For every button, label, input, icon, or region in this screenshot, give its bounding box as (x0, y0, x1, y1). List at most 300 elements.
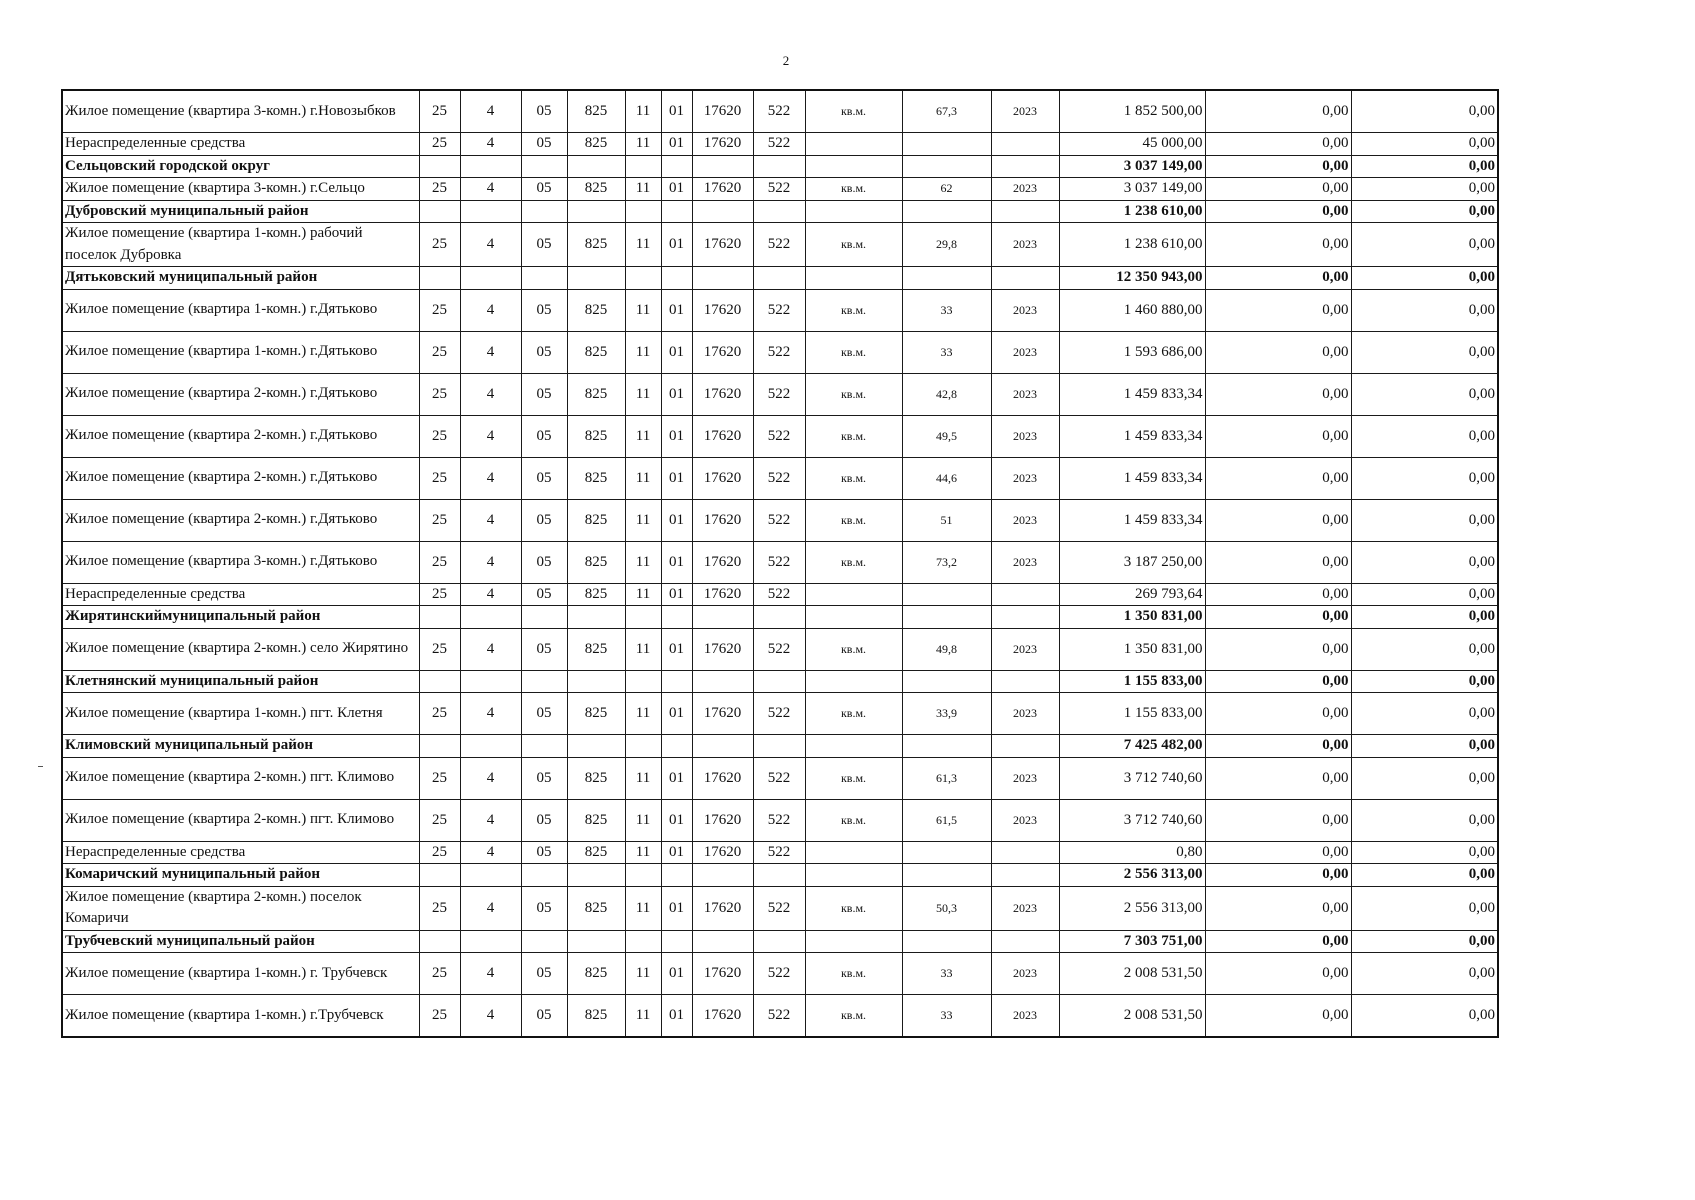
amount-cell: 2 008 531,50 (1059, 953, 1205, 995)
code-cell: 522 (753, 331, 805, 373)
code-cell: 11 (625, 693, 661, 735)
code-cell (661, 735, 692, 758)
code-cell: 05 (521, 886, 567, 930)
year-cell: 2023 (991, 995, 1059, 1038)
code-cell: 825 (567, 757, 625, 799)
code-cell: 11 (625, 953, 661, 995)
amount-year2-cell: 0,00 (1205, 415, 1351, 457)
unit-cell: кв.м. (805, 289, 902, 331)
year-cell: 2023 (991, 223, 1059, 267)
year-cell (991, 133, 1059, 156)
unit-cell: кв.м. (805, 223, 902, 267)
unit-cell (805, 155, 902, 178)
item-name-cell: Нераспределенные средства (62, 133, 419, 156)
year-cell (991, 606, 1059, 629)
unit-cell (805, 200, 902, 223)
code-cell (753, 735, 805, 758)
unit-cell: кв.м. (805, 415, 902, 457)
code-cell: 05 (521, 541, 567, 583)
code-cell (521, 864, 567, 887)
amount-year2-cell: 0,00 (1205, 133, 1351, 156)
amount-year3-cell: 0,00 (1351, 499, 1498, 541)
amount-year2-cell: 0,00 (1205, 735, 1351, 758)
code-cell (661, 267, 692, 290)
amount-year3-cell: 0,00 (1351, 886, 1498, 930)
year-cell: 2023 (991, 541, 1059, 583)
code-cell: 17620 (692, 757, 753, 799)
code-cell: 01 (661, 331, 692, 373)
code-cell (521, 930, 567, 953)
code-cell (661, 670, 692, 693)
code-cell: 11 (625, 841, 661, 864)
item-name-cell: Жилое помещение (квартира 3-комн.) г.Новозыбков (62, 90, 419, 133)
amount-cell: 3 712 740,60 (1059, 757, 1205, 799)
district-subtotal-row (62, 200, 1498, 223)
amount-year3-cell: 0,00 (1351, 930, 1498, 953)
code-cell: 05 (521, 953, 567, 995)
code-cell: 11 (625, 757, 661, 799)
amount-cell: 2 556 313,00 (1059, 864, 1205, 887)
code-cell (567, 670, 625, 693)
code-cell: 25 (419, 289, 460, 331)
area-cell: 49,5 (902, 415, 991, 457)
code-cell: 825 (567, 331, 625, 373)
code-cell: 01 (661, 757, 692, 799)
district-subtotal-row (62, 864, 1498, 887)
code-cell: 4 (460, 693, 521, 735)
table-row (62, 373, 1498, 415)
code-cell: 825 (567, 289, 625, 331)
code-cell: 825 (567, 90, 625, 133)
year-cell (991, 155, 1059, 178)
table-body (62, 90, 1498, 1037)
amount-year3-cell: 0,00 (1351, 178, 1498, 201)
item-name-cell: Жирятинскиймуниципальный район (62, 606, 419, 629)
area-cell (902, 155, 991, 178)
year-cell: 2023 (991, 289, 1059, 331)
code-cell: 522 (753, 799, 805, 841)
year-cell: 2023 (991, 415, 1059, 457)
code-cell: 05 (521, 415, 567, 457)
amount-year3-cell: 0,00 (1351, 628, 1498, 670)
unit-cell: кв.м. (805, 90, 902, 133)
amount-year3-cell: 0,00 (1351, 223, 1498, 267)
code-cell: 825 (567, 886, 625, 930)
code-cell (460, 200, 521, 223)
amount-year3-cell: 0,00 (1351, 841, 1498, 864)
district-subtotal-row (62, 735, 1498, 758)
code-cell: 522 (753, 133, 805, 156)
amount-year2-cell: 0,00 (1205, 930, 1351, 953)
code-cell: 17620 (692, 457, 753, 499)
code-cell: 522 (753, 953, 805, 995)
code-cell: 4 (460, 331, 521, 373)
code-cell: 01 (661, 886, 692, 930)
table-row (62, 995, 1498, 1038)
code-cell: 25 (419, 178, 460, 201)
amount-year2-cell: 0,00 (1205, 670, 1351, 693)
code-cell: 05 (521, 799, 567, 841)
amount-year3-cell: 0,00 (1351, 155, 1498, 178)
year-cell (991, 583, 1059, 606)
code-cell (567, 200, 625, 223)
code-cell: 11 (625, 289, 661, 331)
year-cell: 2023 (991, 373, 1059, 415)
table-row (62, 223, 1498, 267)
code-cell: 25 (419, 841, 460, 864)
amount-cell: 269 793,64 (1059, 583, 1205, 606)
code-cell: 25 (419, 415, 460, 457)
code-cell: 01 (661, 541, 692, 583)
area-cell (902, 583, 991, 606)
item-name-cell: Дятьковский муниципальный район (62, 267, 419, 290)
code-cell: 11 (625, 223, 661, 267)
unit-cell (805, 735, 902, 758)
code-cell (567, 864, 625, 887)
code-cell: 17620 (692, 583, 753, 606)
area-cell (902, 267, 991, 290)
unit-cell: кв.м. (805, 541, 902, 583)
district-subtotal-row (62, 155, 1498, 178)
code-cell: 01 (661, 457, 692, 499)
code-cell (521, 200, 567, 223)
code-cell: 522 (753, 289, 805, 331)
code-cell (753, 155, 805, 178)
code-cell (625, 155, 661, 178)
code-cell: 11 (625, 499, 661, 541)
code-cell: 4 (460, 628, 521, 670)
code-cell: 11 (625, 541, 661, 583)
code-cell (753, 864, 805, 887)
code-cell (692, 200, 753, 223)
district-subtotal-row (62, 267, 1498, 290)
area-cell (902, 930, 991, 953)
code-cell: 825 (567, 953, 625, 995)
unit-cell (805, 606, 902, 629)
amount-cell: 45 000,00 (1059, 133, 1205, 156)
amount-year3-cell: 0,00 (1351, 90, 1498, 133)
code-cell (625, 864, 661, 887)
amount-year2-cell: 0,00 (1205, 155, 1351, 178)
code-cell: 11 (625, 628, 661, 670)
amount-cell: 12 350 943,00 (1059, 267, 1205, 290)
code-cell (419, 864, 460, 887)
amount-year2-cell: 0,00 (1205, 693, 1351, 735)
amount-year3-cell: 0,00 (1351, 267, 1498, 290)
amount-year3-cell: 0,00 (1351, 373, 1498, 415)
item-name-cell: Клетнянский муниципальный район (62, 670, 419, 693)
item-name-cell: Жилое помещение (квартира 1-комн.) г.Трубчевск (62, 995, 419, 1038)
code-cell: 11 (625, 331, 661, 373)
code-cell (419, 267, 460, 290)
year-cell (991, 735, 1059, 758)
code-cell: 05 (521, 331, 567, 373)
code-cell: 01 (661, 289, 692, 331)
unit-cell: кв.м. (805, 693, 902, 735)
code-cell: 825 (567, 995, 625, 1038)
year-cell: 2023 (991, 331, 1059, 373)
code-cell: 25 (419, 133, 460, 156)
amount-cell: 1 459 833,34 (1059, 457, 1205, 499)
code-cell: 05 (521, 628, 567, 670)
code-cell (661, 155, 692, 178)
area-cell (902, 735, 991, 758)
item-name-cell: Сельцовский городской округ (62, 155, 419, 178)
table-row (62, 953, 1498, 995)
code-cell: 01 (661, 90, 692, 133)
code-cell: 4 (460, 373, 521, 415)
amount-year3-cell: 0,00 (1351, 200, 1498, 223)
code-cell: 17620 (692, 841, 753, 864)
code-cell: 4 (460, 953, 521, 995)
code-cell (521, 155, 567, 178)
amount-year2-cell: 0,00 (1205, 583, 1351, 606)
code-cell: 01 (661, 178, 692, 201)
code-cell (753, 930, 805, 953)
code-cell: 825 (567, 373, 625, 415)
amount-cell: 1 155 833,00 (1059, 693, 1205, 735)
code-cell: 17620 (692, 693, 753, 735)
amount-year2-cell: 0,00 (1205, 606, 1351, 629)
code-cell (692, 864, 753, 887)
code-cell: 522 (753, 886, 805, 930)
item-name-cell: Жилое помещение (квартира 2-комн.) г.Дятьково (62, 457, 419, 499)
item-name-cell: Жилое помещение (квартира 2-комн.) село Жирятино (62, 628, 419, 670)
unit-cell (805, 583, 902, 606)
amount-cell: 1 459 833,34 (1059, 373, 1205, 415)
area-cell (902, 606, 991, 629)
area-cell (902, 841, 991, 864)
code-cell (460, 155, 521, 178)
area-cell: 44,6 (902, 457, 991, 499)
code-cell: 522 (753, 178, 805, 201)
amount-cell: 1 852 500,00 (1059, 90, 1205, 133)
amount-cell: 3 187 250,00 (1059, 541, 1205, 583)
table-row (62, 415, 1498, 457)
code-cell: 522 (753, 583, 805, 606)
item-name-cell: Жилое помещение (квартира 1-комн.) г. Трубчевск (62, 953, 419, 995)
code-cell: 01 (661, 841, 692, 864)
amount-cell: 7 303 751,00 (1059, 930, 1205, 953)
code-cell (692, 606, 753, 629)
table-row (62, 289, 1498, 331)
table-row (62, 886, 1498, 930)
item-name-cell: Жилое помещение (квартира 1-комн.) рабочий поселок Дубровка (62, 223, 419, 267)
code-cell: 17620 (692, 953, 753, 995)
item-name-cell: Нераспределенные средства (62, 583, 419, 606)
item-name-cell: Жилое помещение (квартира 2-комн.) поселок Комаричи (62, 886, 419, 930)
code-cell: 825 (567, 457, 625, 499)
code-cell: 4 (460, 583, 521, 606)
item-name-cell: Жилое помещение (квартира 3-комн.) г.Сельцо (62, 178, 419, 201)
year-cell: 2023 (991, 693, 1059, 735)
amount-year3-cell: 0,00 (1351, 415, 1498, 457)
area-cell: 49,8 (902, 628, 991, 670)
amount-year2-cell: 0,00 (1205, 864, 1351, 887)
amount-year2-cell: 0,00 (1205, 757, 1351, 799)
amount-year2-cell: 0,00 (1205, 331, 1351, 373)
table-row (62, 178, 1498, 201)
code-cell: 522 (753, 541, 805, 583)
area-cell: 73,2 (902, 541, 991, 583)
area-cell: 67,3 (902, 90, 991, 133)
area-cell: 42,8 (902, 373, 991, 415)
code-cell: 25 (419, 886, 460, 930)
year-cell: 2023 (991, 953, 1059, 995)
amount-year2-cell: 0,00 (1205, 953, 1351, 995)
amount-year2-cell: 0,00 (1205, 223, 1351, 267)
code-cell: 25 (419, 757, 460, 799)
amount-year2-cell: 0,00 (1205, 200, 1351, 223)
code-cell: 01 (661, 373, 692, 415)
code-cell: 17620 (692, 289, 753, 331)
code-cell: 11 (625, 133, 661, 156)
code-cell (692, 155, 753, 178)
code-cell: 825 (567, 415, 625, 457)
code-cell: 17620 (692, 499, 753, 541)
code-cell: 25 (419, 331, 460, 373)
amount-year3-cell: 0,00 (1351, 735, 1498, 758)
table-row (62, 583, 1498, 606)
area-cell: 29,8 (902, 223, 991, 267)
area-cell: 62 (902, 178, 991, 201)
year-cell (991, 841, 1059, 864)
code-cell: 4 (460, 995, 521, 1038)
code-cell: 25 (419, 90, 460, 133)
item-name-cell: Жилое помещение (квартира 1-комн.) г.Дятьково (62, 289, 419, 331)
code-cell: 825 (567, 628, 625, 670)
amount-year2-cell: 0,00 (1205, 289, 1351, 331)
amount-year3-cell: 0,00 (1351, 457, 1498, 499)
item-name-cell: Жилое помещение (квартира 2-комн.) г.Дятьково (62, 499, 419, 541)
code-cell: 522 (753, 90, 805, 133)
code-cell: 11 (625, 457, 661, 499)
amount-year2-cell: 0,00 (1205, 799, 1351, 841)
unit-cell (805, 841, 902, 864)
code-cell: 522 (753, 757, 805, 799)
table-row (62, 541, 1498, 583)
code-cell: 05 (521, 757, 567, 799)
code-cell: 05 (521, 499, 567, 541)
year-cell: 2023 (991, 886, 1059, 930)
code-cell (419, 670, 460, 693)
unit-cell (805, 930, 902, 953)
year-cell (991, 670, 1059, 693)
unit-cell: кв.м. (805, 886, 902, 930)
code-cell: 825 (567, 799, 625, 841)
year-cell (991, 930, 1059, 953)
code-cell (567, 155, 625, 178)
code-cell: 25 (419, 995, 460, 1038)
code-cell: 01 (661, 799, 692, 841)
code-cell: 05 (521, 90, 567, 133)
code-cell: 01 (661, 693, 692, 735)
code-cell: 17620 (692, 799, 753, 841)
code-cell: 05 (521, 178, 567, 201)
code-cell (419, 606, 460, 629)
code-cell: 05 (521, 841, 567, 864)
code-cell: 01 (661, 583, 692, 606)
code-cell: 17620 (692, 331, 753, 373)
code-cell: 17620 (692, 373, 753, 415)
code-cell: 05 (521, 223, 567, 267)
amount-year3-cell: 0,00 (1351, 953, 1498, 995)
code-cell: 05 (521, 995, 567, 1038)
code-cell (692, 267, 753, 290)
code-cell (625, 670, 661, 693)
table-row (62, 628, 1498, 670)
amount-year2-cell: 0,00 (1205, 541, 1351, 583)
amount-year2-cell: 0,00 (1205, 267, 1351, 290)
amount-year2-cell: 0,00 (1205, 499, 1351, 541)
code-cell (419, 930, 460, 953)
code-cell: 17620 (692, 133, 753, 156)
code-cell (460, 930, 521, 953)
code-cell (625, 930, 661, 953)
code-cell: 4 (460, 289, 521, 331)
amount-year2-cell: 0,00 (1205, 457, 1351, 499)
code-cell: 825 (567, 223, 625, 267)
unit-cell: кв.м. (805, 373, 902, 415)
amount-year3-cell: 0,00 (1351, 606, 1498, 629)
page-number: 2 (782, 53, 790, 68)
table-row (62, 841, 1498, 864)
code-cell: 825 (567, 583, 625, 606)
code-cell: 4 (460, 457, 521, 499)
table-row (62, 799, 1498, 841)
code-cell (753, 200, 805, 223)
amount-cell: 3 037 149,00 (1059, 155, 1205, 178)
item-name-cell: Жилое помещение (квартира 1-комн.) пгт. Клетня (62, 693, 419, 735)
district-subtotal-row (62, 930, 1498, 953)
code-cell: 25 (419, 953, 460, 995)
code-cell: 522 (753, 223, 805, 267)
code-cell (460, 864, 521, 887)
code-cell (460, 735, 521, 758)
code-cell: 25 (419, 799, 460, 841)
code-cell: 05 (521, 373, 567, 415)
code-cell (567, 606, 625, 629)
code-cell (419, 735, 460, 758)
area-cell: 51 (902, 499, 991, 541)
item-name-cell: Дубровский муниципальный район (62, 200, 419, 223)
item-name-cell: Жилое помещение (квартира 1-комн.) г.Дятьково (62, 331, 419, 373)
table-row (62, 693, 1498, 735)
amount-year3-cell: 0,00 (1351, 799, 1498, 841)
code-cell (460, 267, 521, 290)
code-cell: 11 (625, 886, 661, 930)
item-name-cell: Климовский муниципальный район (62, 735, 419, 758)
code-cell (625, 606, 661, 629)
year-cell: 2023 (991, 628, 1059, 670)
year-cell: 2023 (991, 757, 1059, 799)
code-cell: 11 (625, 583, 661, 606)
code-cell: 25 (419, 457, 460, 499)
unit-cell (805, 267, 902, 290)
code-cell (625, 735, 661, 758)
code-cell: 25 (419, 583, 460, 606)
code-cell (460, 670, 521, 693)
code-cell (625, 200, 661, 223)
unit-cell (805, 864, 902, 887)
amount-cell: 1 460 880,00 (1059, 289, 1205, 331)
code-cell: 522 (753, 693, 805, 735)
unit-cell: кв.м. (805, 457, 902, 499)
amount-cell: 1 350 831,00 (1059, 606, 1205, 629)
code-cell (460, 606, 521, 629)
code-cell: 01 (661, 995, 692, 1038)
code-cell: 4 (460, 415, 521, 457)
